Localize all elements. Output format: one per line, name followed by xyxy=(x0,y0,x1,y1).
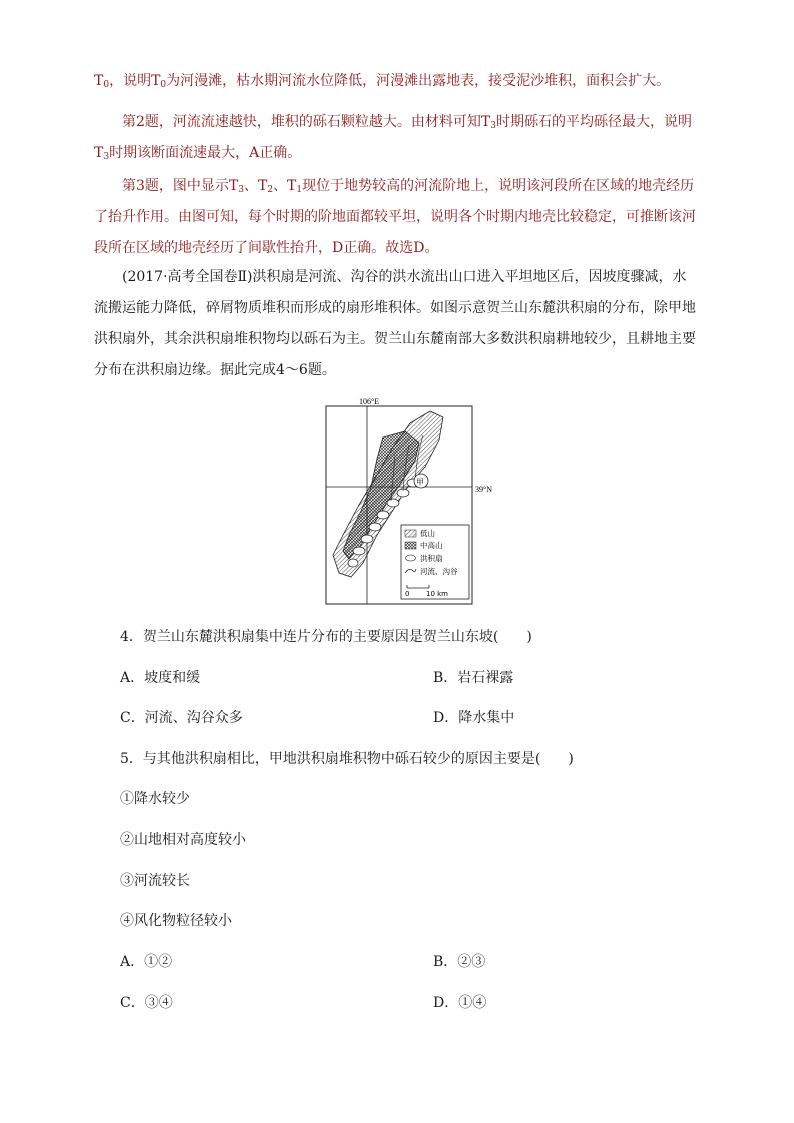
question-4-option-a[interactable]: A．坡度和缓 xyxy=(120,670,201,686)
legend-fan-swatch xyxy=(406,555,416,561)
question-5-option-c[interactable]: C．③④ xyxy=(120,995,173,1011)
jia-label: 甲 xyxy=(416,478,424,487)
longitude-label: 106°E xyxy=(359,397,380,406)
explanation-q2: 第2题，河流流速越快，堆积的砾石颗粒越大。由材料可知$T_3$时期砾石的平均砾径最大，说明$T_3$时期该断面流速最大，A正确。 xyxy=(94,114,692,162)
question-5-statement-3: ③河流较长 xyxy=(120,873,190,889)
question-5-statement-4: ④风化物粒径较小 xyxy=(120,913,232,929)
legend-river-label: 河流、沟谷 xyxy=(420,567,458,576)
map-legend xyxy=(401,525,469,599)
question-4-option-c[interactable]: C．河流、沟谷众多 xyxy=(120,710,243,726)
legend-high-label: 中高山 xyxy=(420,541,443,550)
question-4-stem: 4．贺兰山东麓洪积扇集中连片分布的主要原因是贺兰山东坡( ) xyxy=(120,629,532,645)
scale-label: 10 km xyxy=(426,590,449,598)
question-5-stem: 5．与其他洪积扇相比，甲地洪积扇堆积物中砾石较少的原因主要是( ) xyxy=(120,751,574,767)
latitude-label: 39°N xyxy=(475,485,492,494)
question-4-option-d[interactable]: D．降水集中 xyxy=(433,710,515,726)
question-5-option-a[interactable]: A．①② xyxy=(120,954,173,970)
material-paragraph: (2017·高考全国卷Ⅱ)洪积扇是河流、沟谷的洪水流出山口进入平坦地区后，因坡度骤减，水流搬运能力降低，碎屑物质堆积而形成的扇形堆积体。如图示意贺兰山东麓洪积扇的分布，除甲地洪积扇外，其余洪积扇堆积物均以砾石为主。贺兰山东麓南部大多数洪积扇耕地较少，且耕地主要分布在洪积扇边缘。据此完成4～6题。 xyxy=(94,269,696,378)
question-5-statement-2: ②山地相对高度较小 xyxy=(120,832,246,848)
legend-fan-label: 洪积扇 xyxy=(420,554,443,563)
legend-low-swatch xyxy=(405,530,416,537)
question-4-option-b[interactable]: B．岩石裸露 xyxy=(433,670,514,686)
explanation-q3: 第3题，图中显示$T_3$、$T_2$、$T_1$现位于地势较高的河流阶地上，说明该河段所在区域的地壳经历了抬升作用。由图可知，每个时期的阶地面都较平坦，说明各个时期内地壳比较稳定，可推断该河段所在区域的地壳经历了间歇性抬升，D正确。故选D。 xyxy=(94,178,696,256)
legend-low-label: 低山 xyxy=(420,529,435,538)
legend-high-swatch xyxy=(405,542,416,549)
question-5-statement-1: ①降水较少 xyxy=(120,791,190,807)
question-5-option-b[interactable]: B．②③ xyxy=(433,954,486,970)
scale-zero: 0 xyxy=(405,590,410,598)
alluvial-fan-map xyxy=(325,395,492,610)
explanation-line-1: $T_0$，说明$T_0$为河漫滩，枯水期河流水位降低，河漫滩出露地表，接受泥沙堆积，面积会扩大。 xyxy=(94,73,671,90)
question-5-option-d[interactable]: D．①④ xyxy=(433,995,487,1011)
